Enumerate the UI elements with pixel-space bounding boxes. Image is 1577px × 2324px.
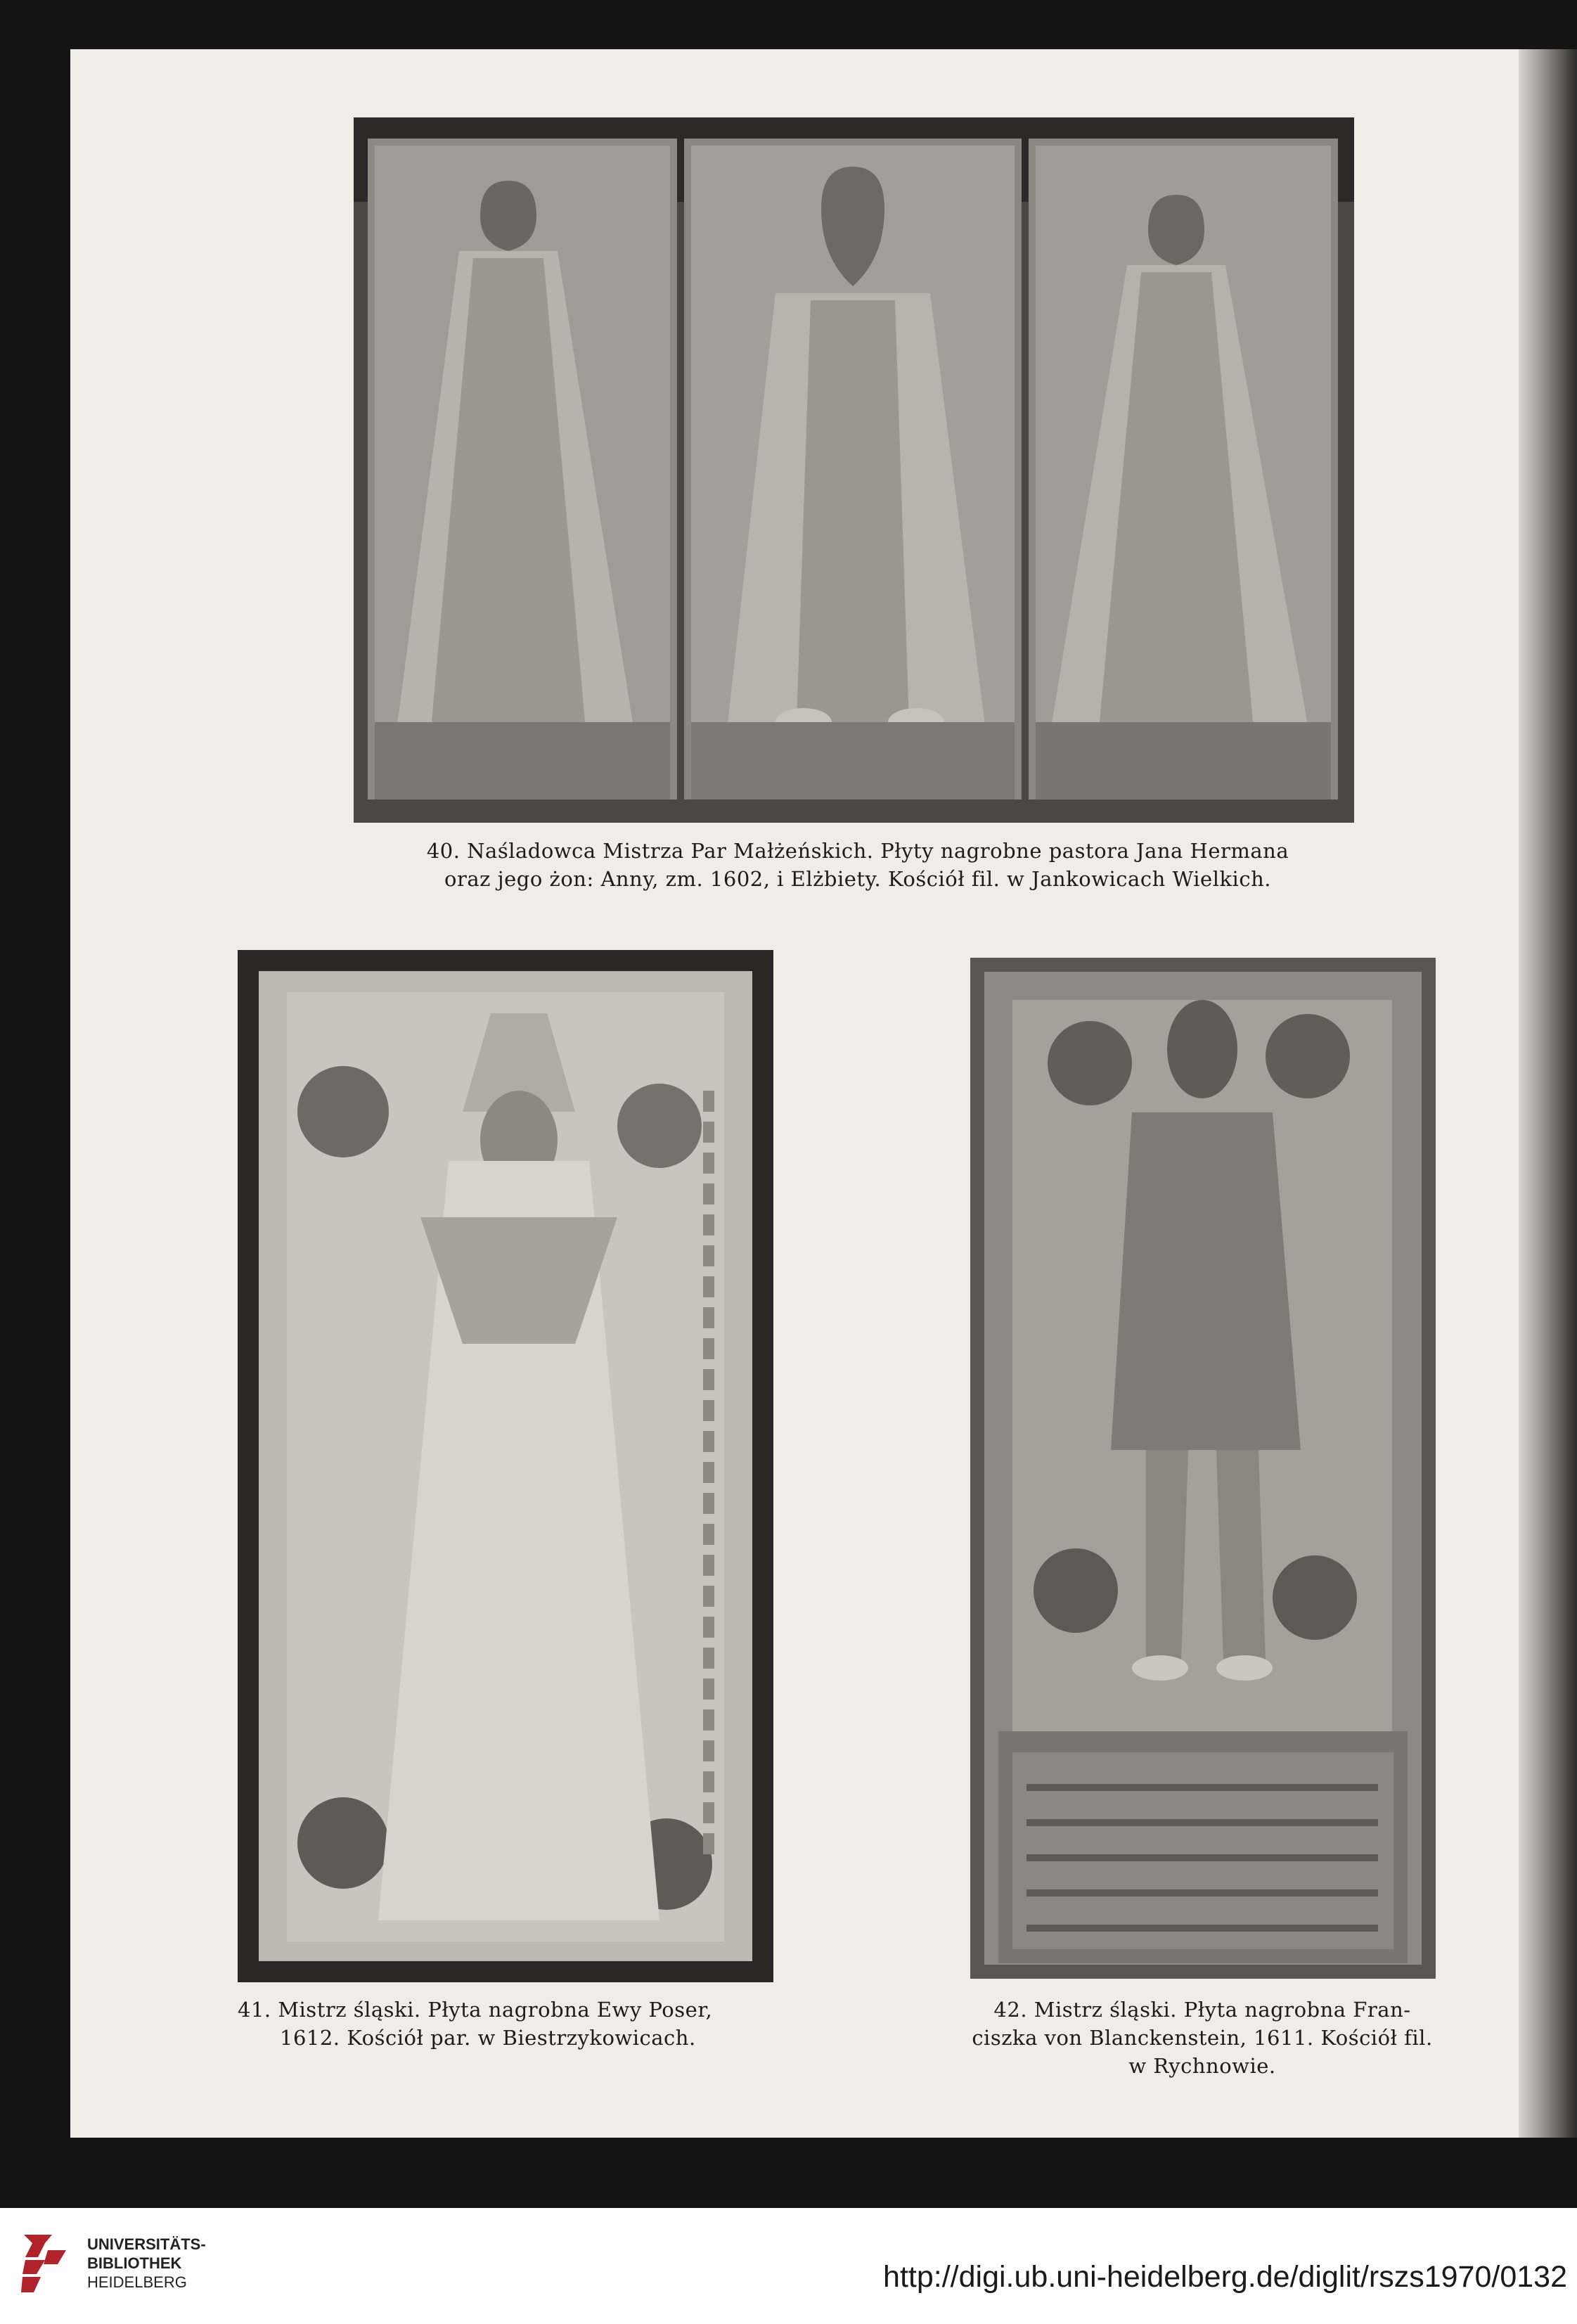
library-name-line3: HEIDELBERG: [87, 2273, 187, 2291]
figure-40-caption-line2: oraz jego żon: Anny, zm. 1602, i Elżbiety. Kościół fil. w Jankowicach Wielkich.: [444, 867, 1271, 891]
figure-40-caption: [394, 837, 1322, 893]
figure-40-caption-line1: 40. Naśladowca Mistrza Par Małżeńskich. Płyty nagrobne pastora Jana Hermana: [426, 839, 1289, 863]
figure-41-photo: [238, 950, 773, 1982]
figure-40-photo: [354, 117, 1354, 823]
university-library-logo-icon: [17, 2229, 79, 2306]
digitization-footer: [0, 2208, 1577, 2324]
figure-42-caption: [956, 1996, 1448, 2080]
source-url-link[interactable]: http://digi.ub.uni-heidelberg.de/diglit/rszs1970/0132: [883, 2260, 1567, 2294]
figure-41-caption: [238, 1996, 786, 2052]
figure-42-caption-line3: w Rychnowie.: [1128, 2054, 1276, 2078]
figure-42-photo: [970, 958, 1436, 1979]
book-spine-shadow: [1519, 49, 1577, 2138]
library-name-line1: UNIVERSITÄTS-: [87, 2235, 206, 2253]
library-name-line2: BIBLIOTHEK: [87, 2254, 182, 2272]
figure-41-caption-line1: 41. Mistrz śląski. Płyta nagrobna Ewy Poser,: [238, 1998, 713, 2022]
figure-42-caption-line1: 42. Mistrz śląski. Płyta nagrobna Fran-: [993, 1998, 1411, 2022]
figure-42-caption-line2: ciszka von Blanckenstein, 1611. Kościół fil.: [972, 2026, 1433, 2050]
figure-41-caption-line2: 1612. Kościół par. w Biestrzykowicach.: [280, 2026, 696, 2050]
library-name: [87, 2235, 206, 2292]
